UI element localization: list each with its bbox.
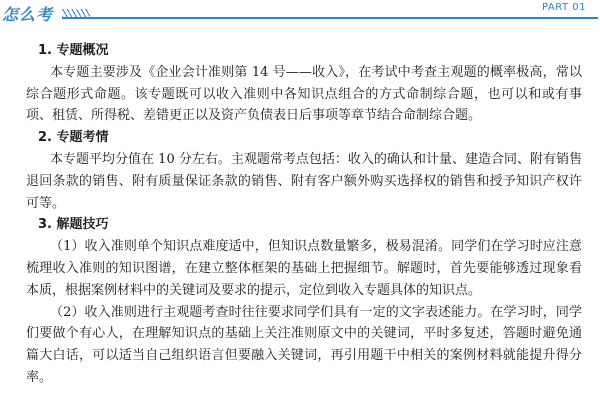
section-tips (26, 214, 582, 388)
paragraph: （2）收入准则进行主观题考查时往往要求同学们具有一定的文字表述能力。在学习时，同学们要做个有心人，在理解知识点的基础上关注准则原文中的关键词，平时多复述，答题时避免通篇大白话，可以适当自己组织语言但要融入关键词，再引用题干中相关的案例材料就能提升得分率。 (26, 304, 582, 385)
section-title: 怎么考 (2, 5, 54, 24)
page-header (0, 0, 600, 26)
header-hatch-decoration (62, 9, 90, 17)
section-heading: 2. 专题考情 (38, 130, 109, 146)
part-label: PART 01 (542, 2, 586, 13)
paragraph: 本专题主要涉及《企业会计准则第 14 号——收入》，在考试中考查主观题的概率极高，常以综合题形式命题。该专题既可以收入准则中各知识点组合的方式命制综合题，也可以和或有事项、租赁、所得税、差错更正以及资产负债表日后事项等章节结合命制综合题。 (26, 64, 582, 124)
section-exam-info (26, 127, 582, 214)
paragraph: （1）收入准则单个知识点难度适中，但知识点数量繁多，极易混淆。同学们在学习时应注意梳理收入准则的知识图谱，在建立整体框架的基础上把握细节。解题时，首先要能够透过现象看本质，根据案例材料中的关键词及要求的提示，定位到收入专题具体的知识点。 (26, 239, 582, 298)
paragraph: 本专题平均分值在 10 分左右。主观题常考点包括：收入的确认和计量、建造合同、附有销售退回条款的销售、附有质量保证条款的销售、附有客户额外购买选择权的销售和授予知识产权许可等。 (26, 151, 582, 211)
section-heading: 3. 解题技巧 (38, 217, 109, 233)
header-rule (62, 17, 598, 19)
section-heading: 1. 专题概况 (38, 43, 109, 58)
document-body (26, 40, 582, 389)
section-overview (26, 40, 582, 127)
